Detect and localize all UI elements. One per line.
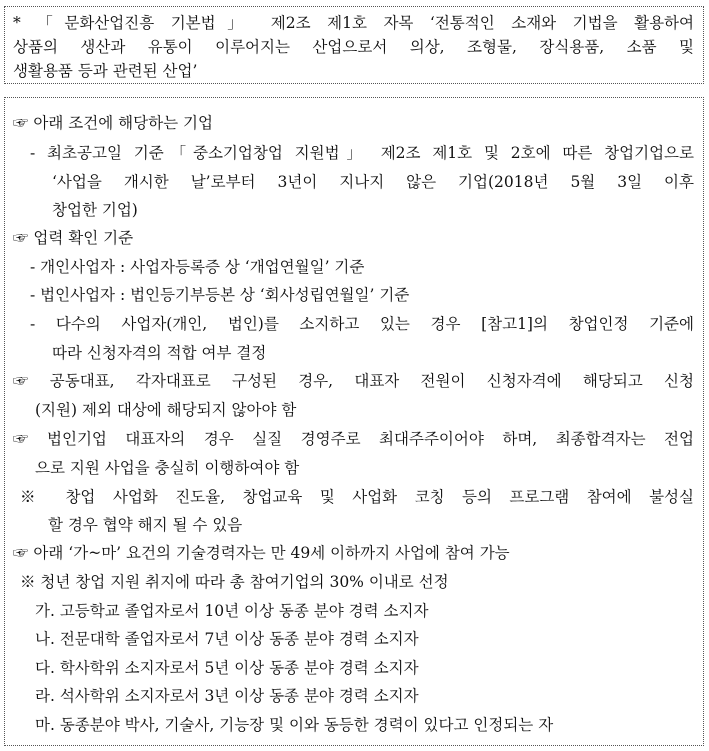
condition-item-cont: 창업한 기업): [52, 201, 138, 219]
condition-item: - 최초공고일 기준「중소기업창업 지원법」 제2조 제1호 및 2호에 따른 창업기업으로: [30, 144, 694, 162]
notice-item-quota: ※ 청년 창업 지원 취지에 따라 총 참여기업의 30% 이내로 선정: [20, 573, 449, 591]
corporate-rep-item: ☞ 법인기업 대표자의 경우 실질 경영주로 최대주주이어야 하며, 최종합격자는 전업: [13, 430, 694, 448]
note-line: 상품의 생산과 유통이 이루어지는 산업으로서 의상, 조형물, 장식용품, 소품 및: [13, 38, 694, 56]
career-item-da: 다. 학사학위 소지자로서 5년 이상 동종 분야 경력 소지자: [35, 659, 419, 677]
history-heading: ☞ 업력 확인 기준: [13, 229, 134, 247]
history-item-personal: - 개인사업자 : 사업자등록증 상 ‘개업연월일’ 기준: [30, 258, 365, 276]
note-line: 생활용품 등과 관련된 산업’: [13, 62, 198, 80]
career-item-ra: 라. 석사학위 소지자로서 3년 이상 동종 분야 경력 소지자: [35, 687, 419, 705]
condition-heading: ☞ 아래 조건에 해당하는 기업: [13, 114, 213, 132]
history-item-multiple: - 다수의 사업자(개인, 법인)를 소지하고 있는 경우 [참고1]의 창업인정 기준에: [30, 315, 694, 333]
condition-item-cont: ‘사업을 개시한 날’로부터 3년이 지나지 않은 기업(2018년 5월 3일 이후: [52, 173, 694, 191]
notice-item: ※ 창업 사업화 진도율, 창업교육 및 사업화 코칭 등의 프로그램 참여에 불성실: [20, 488, 694, 506]
notice-item-cont: 할 경우 협약 해지 될 수 있음: [48, 516, 243, 534]
joint-rep-item: ☞ 공동대표, 각자대표로 구성된 경우, 대표자 전원이 신청자격에 해당되고 신청: [13, 372, 694, 390]
joint-rep-item-cont: (지원) 제외 대상에 해당되지 않아야 함: [35, 401, 297, 419]
history-item-multiple-cont: 따라 신청자격의 적합 여부 결정: [52, 344, 267, 362]
tech-career-heading: ☞ 아래 ‘가~마’ 요건의 기술경력자는 만 49세 이하까지 사업에 참여 가능: [13, 544, 510, 562]
career-item-ga: 가. 고등학교 졸업자로서 10년 이상 동종 분야 경력 소지자: [35, 602, 429, 620]
career-item-na: 나. 전문대학 졸업자로서 7년 이상 동종 분야 경력 소지자: [35, 630, 419, 648]
career-item-ma: 마. 동종분야 박사, 기술사, 기능장 및 이와 동등한 경력이 있다고 인정되는 자: [35, 716, 554, 734]
corporate-rep-item-cont: 으로 지원 사업을 충실히 이행하여야 함: [35, 459, 300, 477]
history-item-corporate: - 법인사업자 : 법인등기부등본 상 ‘회사성립연월일’ 기준: [30, 286, 410, 304]
note-line: * 「문화산업진흥 기본법」 제2조 제1호 자목 ‘전통적인 소재와 기법을 활용하여: [13, 14, 694, 32]
